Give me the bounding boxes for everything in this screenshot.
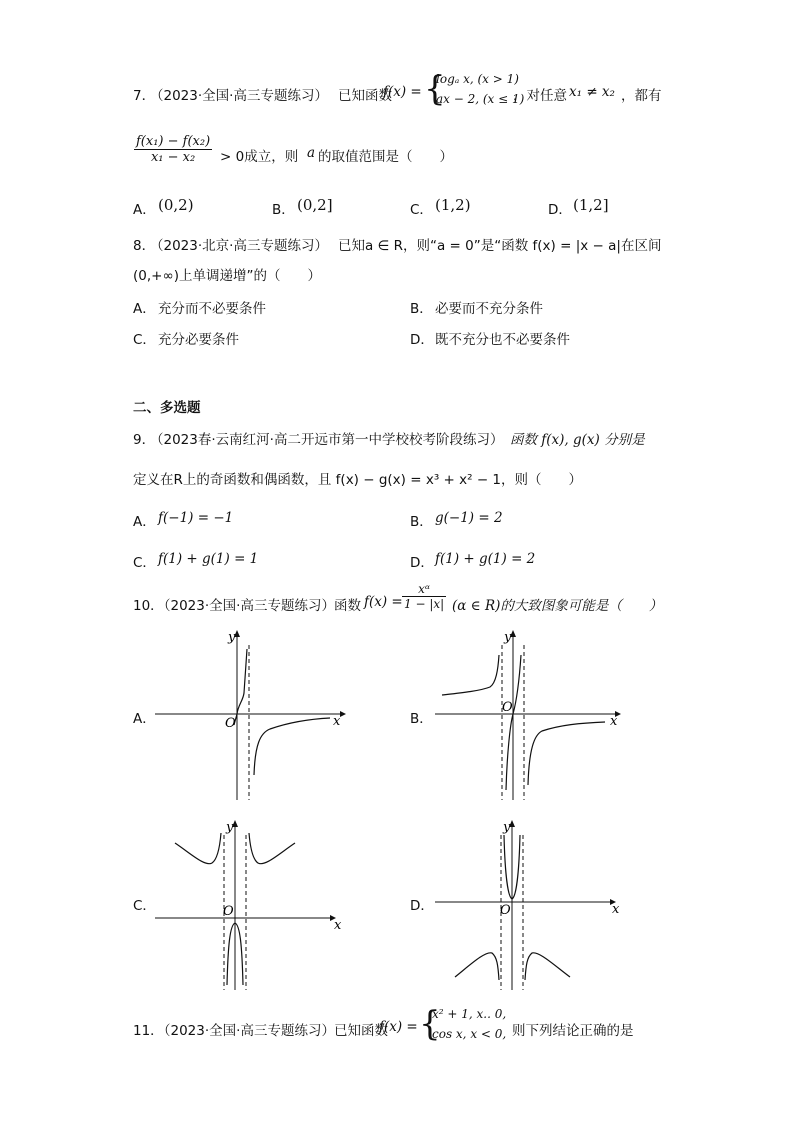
- question-text: 则下列结论正确的是: [512, 1023, 634, 1039]
- graph-option-label: B．: [410, 711, 433, 727]
- option-value: (1,2]: [573, 196, 609, 214]
- question-source: （2023·北京·高三专题练习）: [150, 238, 328, 254]
- y-axis-label: y: [228, 630, 236, 645]
- question-number: 11．: [133, 1023, 164, 1039]
- option-value: f(−1) = −1: [158, 510, 234, 526]
- option-label: B．: [272, 202, 295, 218]
- question-text: (α ∈ R)的大致图象可能是（ ）: [452, 598, 663, 614]
- question-source: （2023·全国·高三专题练习）: [157, 1023, 335, 1039]
- option-label: D．: [548, 202, 572, 218]
- question-text: 的取值范围是（ ）: [318, 149, 453, 165]
- function-lhs: f(x) =: [364, 594, 403, 610]
- option-value: 既不充分也不必要条件: [435, 332, 570, 348]
- variable: a: [307, 145, 316, 161]
- option-value: f(1) + g(1) = 1: [158, 551, 259, 567]
- curve: [528, 722, 605, 785]
- option-label: C．: [410, 202, 433, 218]
- question-text: > 0成立，则: [220, 149, 299, 165]
- origin-label: O: [502, 700, 513, 715]
- x-axis-label: x: [333, 714, 341, 729]
- option-label: A．: [133, 202, 156, 218]
- curve: [249, 833, 295, 864]
- piecewise-brace: {: [424, 69, 446, 109]
- option-label: B．: [410, 301, 433, 317]
- option-value: (1,2): [435, 196, 471, 214]
- option-value: (0,2]: [297, 196, 333, 214]
- x-axis-label: x: [610, 714, 618, 729]
- option-label: B．: [410, 514, 433, 530]
- origin-label: O: [225, 716, 236, 731]
- graph-option-label: C．: [133, 898, 156, 914]
- question-number: 7．: [133, 88, 156, 104]
- x-axis-label: x: [334, 918, 342, 933]
- function-lhs: f(x) =: [379, 1019, 418, 1035]
- piecewise-case-1: x² + 1, x.. 0,: [432, 1007, 507, 1021]
- curve: [442, 655, 499, 695]
- question-source: （2023·全国·高三专题练习）: [150, 88, 328, 104]
- fraction: [134, 134, 212, 165]
- question-text: 已知函数: [338, 88, 392, 104]
- graph-option-label: A．: [133, 711, 156, 727]
- question-text: 函数: [334, 598, 361, 614]
- curve: [175, 833, 221, 864]
- section-heading: 二、多选题: [133, 400, 201, 416]
- fraction-denominator: x₁ − x₂: [150, 150, 196, 165]
- option-value: f(1) + g(1) = 2: [435, 551, 536, 567]
- question-text: 已知函数: [334, 1023, 388, 1039]
- question-text: ，对任意: [513, 88, 567, 104]
- origin-label: O: [500, 903, 511, 918]
- fraction: [402, 582, 446, 611]
- option-label: C．: [133, 332, 156, 348]
- graph-option-label: D．: [410, 898, 434, 914]
- graph-a: [150, 625, 350, 805]
- question-text: 已知a ∈ R，则“a = 0”是“函数 f(x) = |x − a|在区间: [338, 238, 662, 254]
- graph-b: [430, 625, 630, 805]
- option-value: g(−1) = 2: [435, 510, 503, 526]
- y-axis-label: y: [226, 820, 234, 835]
- question-number: 9．: [133, 432, 156, 448]
- question-source: （2023春·云南红河·高二开远市第一中学校校考阶段练习）: [150, 432, 504, 448]
- curve: [525, 953, 570, 980]
- option-value: 充分必要条件: [158, 332, 239, 348]
- option-value: 充分而不必要条件: [158, 301, 266, 317]
- question-source: （2023·全国·高三专题练习）: [157, 598, 335, 614]
- option-label: D．: [410, 555, 434, 571]
- function-lhs: f(x) =: [383, 84, 422, 100]
- curve: [237, 649, 247, 714]
- piecewise-case-2: cos x, x < 0,: [432, 1027, 507, 1041]
- fraction-denominator: 1 − |x|: [404, 597, 445, 611]
- option-label: A．: [133, 514, 156, 530]
- fraction-numerator: xᵅ: [402, 582, 446, 597]
- origin-label: O: [223, 904, 234, 919]
- question-number: 8．: [133, 238, 156, 254]
- x-axis-label: x: [612, 902, 620, 917]
- x-arrow-icon: [340, 711, 346, 717]
- option-value: (0,2): [158, 196, 194, 214]
- piecewise-brace: {: [419, 1004, 441, 1044]
- question-number: 10．: [133, 598, 164, 614]
- option-label: A．: [133, 301, 156, 317]
- piecewise-case-1: logₐ x, (x > 1): [436, 72, 519, 86]
- option-label: D．: [410, 332, 434, 348]
- curve: [455, 953, 499, 980]
- question-text: 定义在R上的奇函数和偶函数，且 f(x) − g(x) = x³ + x² − 1，则（ ）: [133, 472, 583, 488]
- y-axis-label: y: [503, 820, 511, 835]
- question-text: ，都有: [621, 88, 662, 104]
- question-text: (0,+∞)上单调递增”的（ ）: [133, 268, 321, 284]
- fraction-numerator: f(x₁) − f(x₂): [136, 134, 211, 149]
- piecewise-case-2: ax − 2, (x ≤ 1): [436, 92, 525, 106]
- curve: [254, 718, 330, 775]
- condition: x₁ ≠ x₂: [569, 84, 615, 100]
- question-text: 函数 f(x), g(x) 分别是: [510, 432, 645, 448]
- y-axis-label: y: [504, 630, 512, 645]
- graph-d: [430, 815, 630, 995]
- option-value: 必要而不充分条件: [435, 301, 543, 317]
- option-label: C．: [133, 555, 156, 571]
- graph-c: [150, 815, 350, 995]
